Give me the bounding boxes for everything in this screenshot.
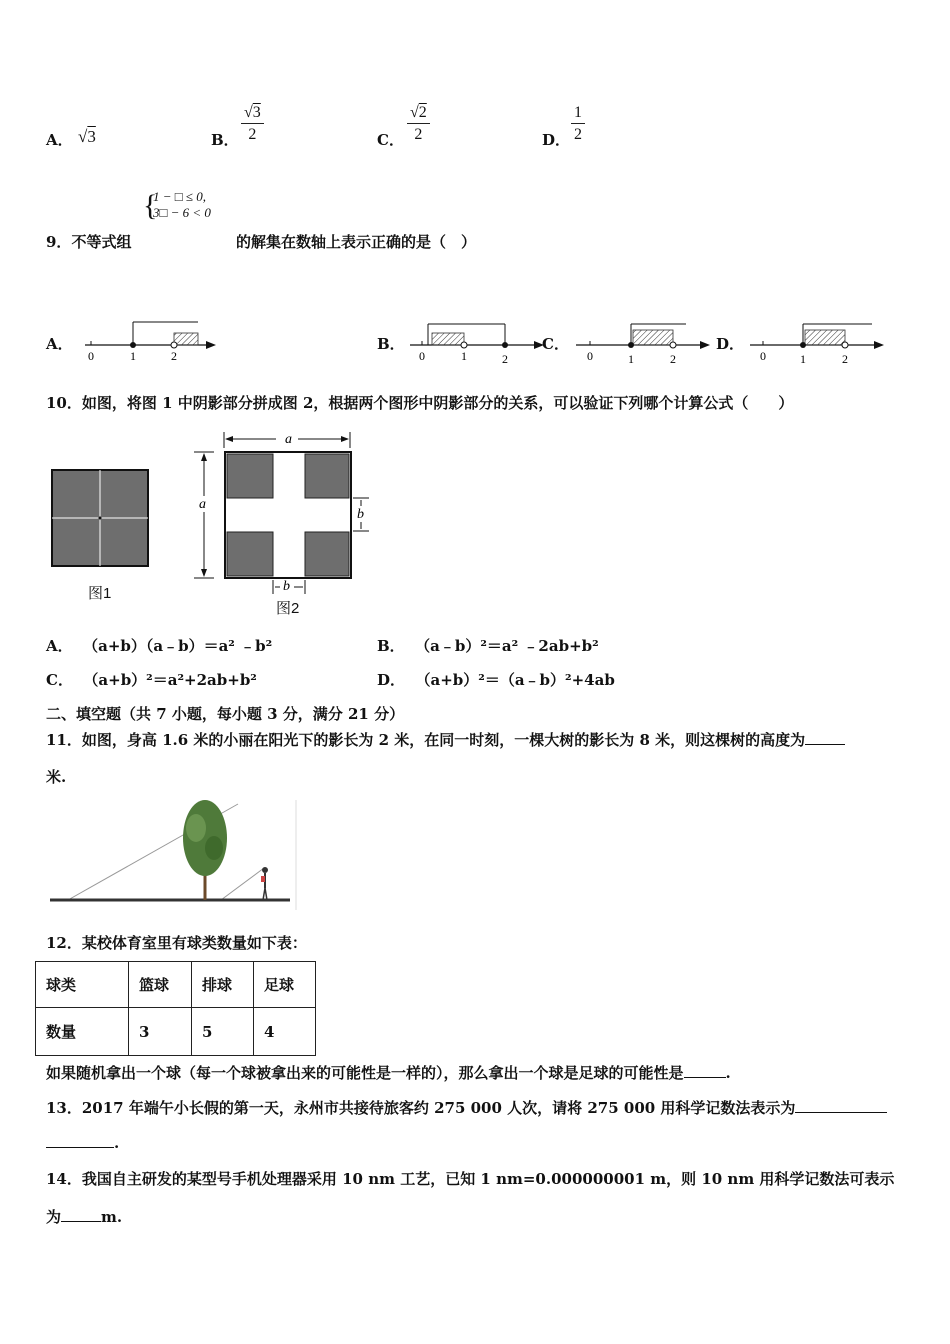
- section-heading: 二、填空题（共 7 小题，每小题 3 分，满分 21 分）: [46, 705, 405, 723]
- q9-question-rest: 的解集在数轴上表示正确的是（ ）: [236, 233, 477, 251]
- svg-text:1: 1: [628, 352, 634, 366]
- q9-option-a-letter: A．: [46, 335, 73, 353]
- table-row: 球类 篮球 排球 足球: [36, 962, 316, 1008]
- q8-option-d-letter: D．: [542, 131, 571, 149]
- q8-option-c-letter: C．: [377, 131, 404, 149]
- svg-text:0: 0: [587, 349, 593, 363]
- q8-option-b-num: √3: [241, 104, 264, 124]
- tick-label-0: 0: [88, 349, 94, 363]
- q11-figure-tree-shadow: [46, 798, 298, 914]
- q9-brace: {: [143, 189, 158, 222]
- q14-question: 14．我国自主研发的某型号手机处理器采用 10 nm 工艺，已知 1 nm=0.000000001 m，则 10 nm 用科学记数法可表示: [46, 1170, 895, 1188]
- solid-point: [130, 342, 136, 348]
- q10-option-c: C． （a+b）²＝a²+2ab+b²: [46, 671, 257, 689]
- svg-text:0: 0: [419, 349, 425, 363]
- q10-option-d: D． （a+b）²＝（a﹣b）²+4ab: [377, 671, 615, 689]
- svg-text:2: 2: [842, 352, 848, 366]
- q13-answer-blank-1: [795, 1112, 887, 1113]
- q13-line2: .: [46, 1134, 119, 1152]
- svg-text:0: 0: [760, 349, 766, 363]
- q10-figure2: [192, 428, 372, 598]
- q12-after: 如果随机拿出一个球（每一个球被拿出来的可能性是一样的），那么拿出一个球是足球的可能性是 .: [46, 1064, 731, 1082]
- q8-option-c-fraction: $\frac{√2}{2}$: [407, 104, 430, 144]
- q9-system-line1: 1 − □ ≤ 0,: [153, 189, 207, 204]
- q14-answer-blank: [61, 1221, 101, 1222]
- q10-figure1-label: 图1: [88, 585, 112, 602]
- open-point: [171, 342, 177, 348]
- q13-answer-blank-2: [46, 1147, 114, 1148]
- q10-option-a: A． （a+b）（a﹣b）＝a² ﹣b²: [46, 637, 273, 655]
- q10-label-a-top: a: [285, 432, 292, 447]
- q9-inequality-system: [143, 189, 211, 221]
- q10-label-a-left: a: [199, 497, 206, 512]
- svg-text:2: 2: [670, 352, 676, 366]
- person-head: [262, 867, 268, 873]
- svg-text:1: 1: [800, 352, 806, 366]
- q12-ball-table: [35, 961, 316, 1056]
- q8-option-b-letter: B．: [211, 131, 239, 149]
- q8-option-a-expr: √3: [78, 127, 96, 146]
- q9-question: 9．不等式组: [46, 233, 132, 251]
- tick-label-1: 1: [130, 349, 136, 363]
- q8-option-b-fraction: $\frac{√3}{2}$: [241, 104, 264, 144]
- q8-option-d-fraction: $\frac{1}{2}$: [571, 104, 585, 144]
- q12-answer-blank: [684, 1077, 726, 1078]
- q8-option-c-num: √2: [407, 104, 430, 124]
- q12-question: 12．某校体育室里有球类数量如下表：: [46, 934, 307, 952]
- table-row: 数量 3 5 4: [36, 1008, 316, 1056]
- q9-option-c-numberline: [576, 316, 711, 366]
- svg-text:2: 2: [502, 352, 508, 366]
- q8-option-a-letter: A．: [46, 131, 73, 149]
- q9-option-a-numberline: [80, 316, 220, 366]
- q9-system-line2: 3□ − 6 < 0: [153, 205, 211, 220]
- q10-label-b-right: b: [357, 507, 364, 522]
- q13-question: 13．2017 年端午小长假的第一天，永州市共接待旅客约 275 000 人次，请将 275 000 用科学记数法表示为: [46, 1097, 887, 1118]
- q14-line2: 为 m.: [46, 1208, 123, 1226]
- q9-option-b-letter: B．: [377, 335, 405, 353]
- tick-label-2: 2: [171, 349, 177, 363]
- q10-figure2-label: 图2: [276, 600, 300, 617]
- q9-option-c-letter: C．: [542, 335, 569, 353]
- q9-option-d-letter: D．: [716, 335, 745, 353]
- q10-option-b: B． （a﹣b）²＝a² ﹣2ab+b²: [377, 637, 599, 655]
- q11-answer-blank: [805, 744, 845, 745]
- q9-option-d-numberline: [750, 316, 886, 366]
- q11-tail: 米.: [46, 768, 67, 786]
- q10-label-b-bottom: b: [283, 579, 290, 594]
- q9-option-b-numberline: [410, 316, 545, 366]
- q11-question: 11．如图，身高 1.6 米的小丽在阳光下的影长为 2 米，在同一时刻，一棵大树的影长为 8 米，则这棵树的高度为: [46, 729, 845, 750]
- svg-text:1: 1: [461, 349, 467, 363]
- q10-question: 10．如图，将图 1 中阴影部分拼成图 2，根据两个图形中阴影部分的关系，可以验证下列哪个计算公式（ ）: [46, 394, 794, 412]
- q10-figure1: [50, 468, 154, 572]
- axis-arrow: [206, 341, 216, 349]
